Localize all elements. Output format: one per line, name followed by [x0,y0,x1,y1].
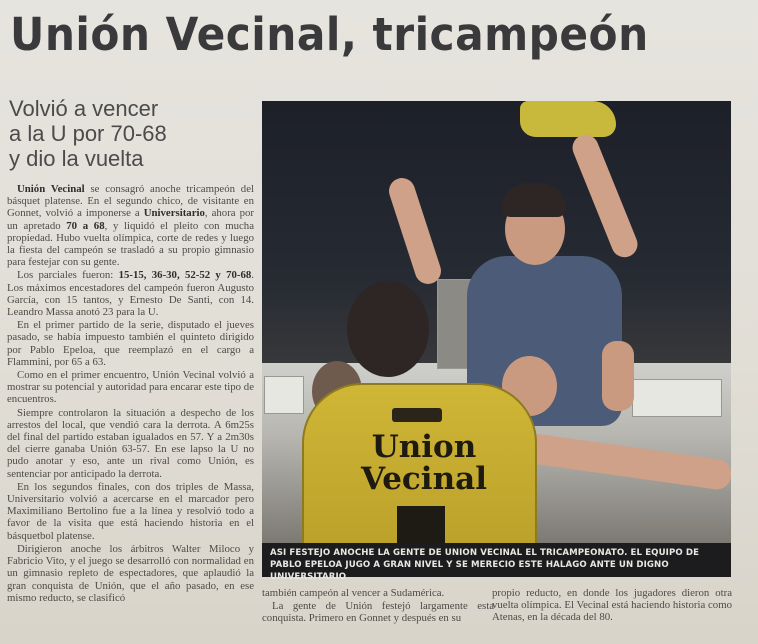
article-paragraph [7,269,254,318]
article-paragraph: también campeón al vencer a Sudamérica. [262,587,445,599]
article-column-3 [492,587,732,625]
text-run: Los parciales fueron: [17,269,119,282]
photo-caption: ASI FESTEJO ANOCHE LA GENTE DE UNION VECINAL EL TRICAMPEONATO. EL EQUIPO DE PABLO EPELOA JUGO A GRAN NIVEL Y SE MERECIO ESTE HALAGO ANTE UN DIGNO UNIVERSITARIO [262,543,731,577]
player-head [347,281,429,377]
wall-sign [632,379,722,417]
raised-arm-right [569,131,642,261]
text-run: , y liquidó el pleito con mucha propiedad. Hubo vuelta olímpica, corte de redes y luego la fiesta del campeón se trasladó a su propio gimnasio para festejar con su gente. [7,219,254,269]
article-column-2 [262,587,494,626]
celebration-photo [262,101,731,543]
subhead-line-1: Volvió a vencer [9,96,159,121]
jersey-lettering [334,431,514,495]
text-run: , ahora por un apretado [7,207,254,232]
article-paragraph: En el primer partido de la serie, disputado el jueves pasado, se había impuesto también el quinteto dirigido por Pablo Epeloa, que reemplazó en el cargo a Flammini, por 65 a 63. [7,319,254,368]
jersey-line-1: Union [371,429,477,465]
article-paragraph: Dirigieron anoche los árbitros Walter Miloco y Fabricio Vito, y el juego se desarrolló con normalidad en un gimnasio repleto de espectadores, que aplaudió la gran conquista de Unión, que el año pasado, en ese mismo reducto, se clasificó [7,542,254,604]
article-paragraph [7,183,254,268]
text-run: se consagró anoche tricampeón del básquet platense. En el segundo chico, de visitante en Gonnet, volvió a imponerse a [7,183,254,220]
article-paragraph: La gente de Unión festejó largamente esta conquista. Primero en Gonnet y después en su [262,600,494,625]
headline: Unión Vecinal, tricampeón [10,8,649,61]
article-paragraph: En los segundos finales, con dos triples de Massa, Universitario volvió a acercarse en el marcador pero Maximiliano Bertolino fue a la línea y resolvió todo a favor de la visita que está haciendo historia en el básquetbol platense. [7,480,254,542]
final-score: 70 a 68 [66,219,105,232]
wall-sign [264,376,304,414]
rival-team-name: Universitario [143,207,205,220]
article-paragraph: propio reducto, en donde los jugadores dieron otra vuelta olímpica. El Vecinal está haciendo historia como Atenas, en la década del 80. [492,587,732,624]
article-paragraph: Como en el primer encuentro, Unión Vecinal volvió a mostrar su potencial y autoridad para encarar este tipo de encuentros. [7,369,254,406]
subheadline [9,96,259,171]
jersey-number [397,506,445,543]
lead-team-name: Unión Vecinal [17,183,85,195]
subhead-line-2: a la U por 70-68 [9,121,167,146]
carried-man-hair [502,183,566,217]
article-paragraph: Siempre controlaron la situación a despecho de los arrestos del local, que vendió cara la derrota. A 6m25s del final del partido estaban igualados en 57. Y a 2m30s del cierre ganaba Unión 63-57. En ese lapso la U no pudo anotar y eso, ante un rival como Unión, es sentenciar por anticipado la derrota. [7,406,254,480]
crowd-arm [602,341,634,411]
partial-scores: 15-15, 36-30, 52-52 y 70-68 [118,269,252,282]
subhead-line-3: y dio la vuelta [9,146,144,171]
jersey-line-2: Vecinal [361,461,487,497]
text-run: . Los máximos encestadores del campeón fueron Augusto García, con 15 tantos, y Ernesto De Santi, con 14. Leandro Massa anotó 23 para la U. [7,269,254,319]
raised-arm-left [386,175,445,288]
waving-flag [520,101,616,137]
article-column-1 [7,183,254,605]
jersey-sponsor-logo [392,408,442,422]
